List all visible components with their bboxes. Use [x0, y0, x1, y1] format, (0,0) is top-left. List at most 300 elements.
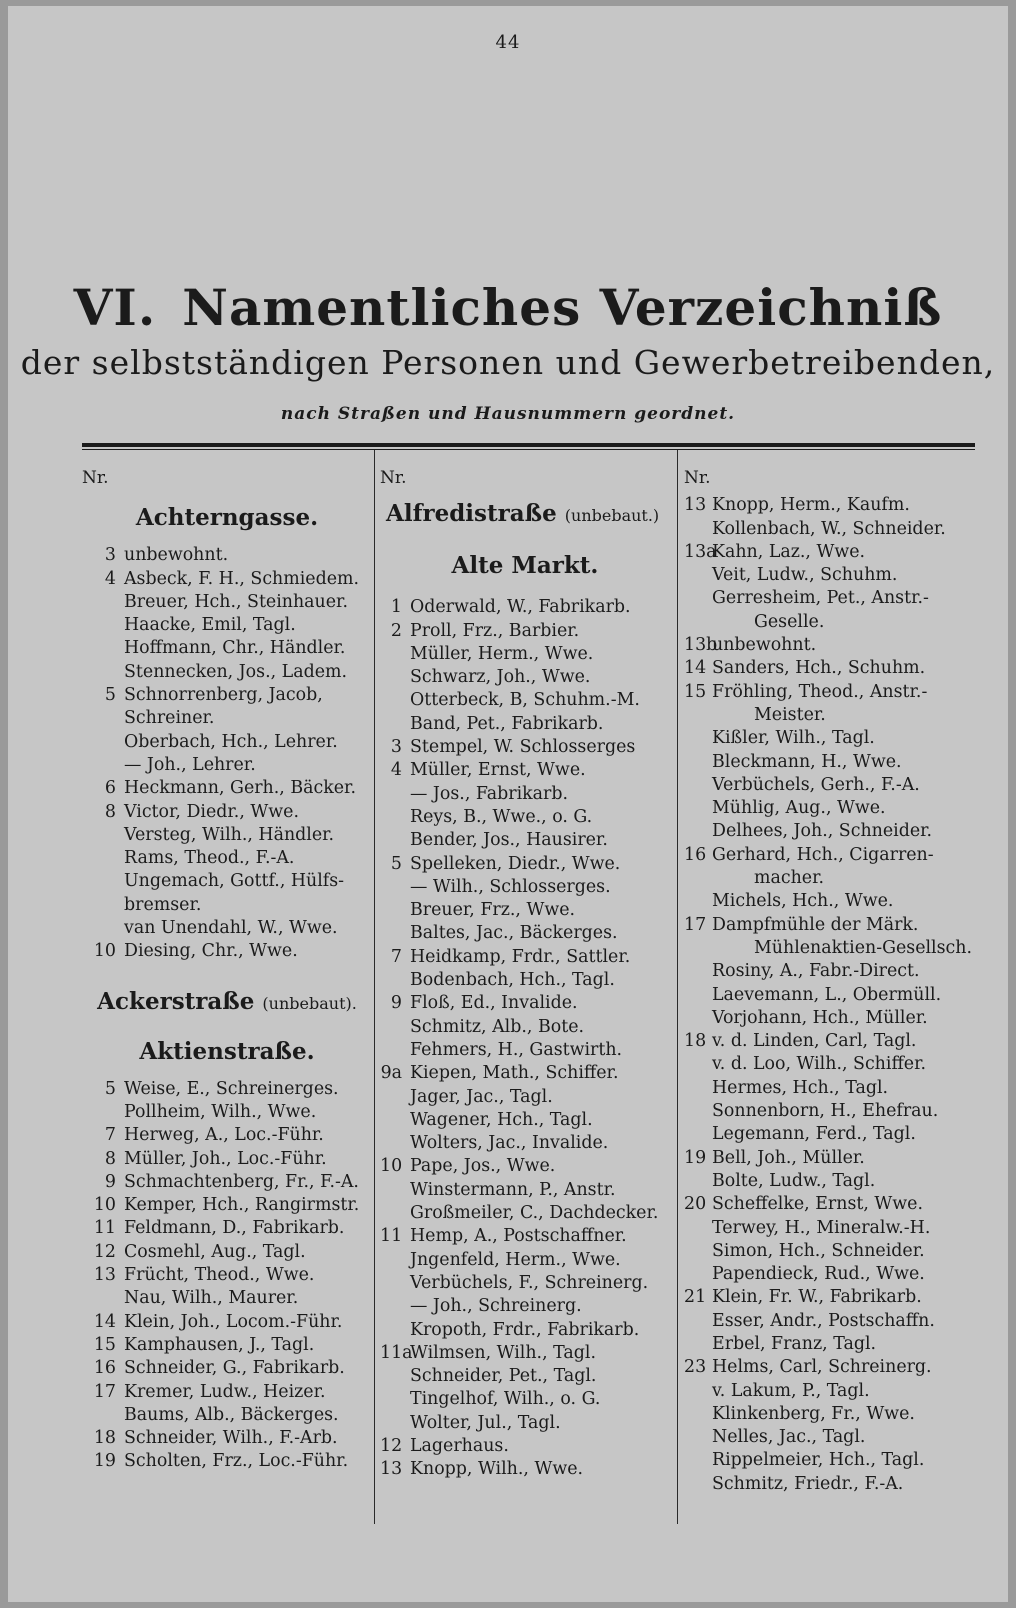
entry-text: Müller, Joh., Loc.-Führ. [124, 1148, 327, 1169]
house-number: 12 [93, 1241, 116, 1262]
entry-text: Schneider, G., Fabrikarb. [124, 1358, 345, 1379]
directory-entry [684, 727, 976, 750]
entry-text: Proll, Frz., Barbier. [410, 620, 580, 641]
directory-entry [82, 1287, 372, 1310]
directory-entry [380, 1202, 670, 1225]
house-number: 10 [380, 1156, 403, 1177]
house-number: 12 [380, 1435, 403, 1456]
directory-entry [380, 1295, 670, 1318]
entry-text: Otterbeck, B, Schuhm.-M. [410, 690, 640, 711]
directory-entry [684, 774, 976, 797]
house-number: 19 [93, 1451, 116, 1472]
directory-entry [380, 1155, 670, 1178]
entry-text: Oderwald, W., Fabrikarb. [410, 597, 631, 618]
directory-entry [380, 1132, 670, 1155]
street-heading-achterngasse: Achterngasse. [135, 504, 319, 532]
section-title-text: Namentliches Verzeichniß [182, 278, 943, 337]
entry-text: Großmeiler, C., Dachdecker. [410, 1203, 659, 1224]
house-number: 10 [93, 941, 116, 962]
entry-text: Terwey, H., Mineralw.-H. [712, 1217, 931, 1238]
entry-text: Verbüchels, F., Schreinerg. [410, 1272, 649, 1293]
directory-entry [380, 1039, 670, 1062]
entry-text: Schmitz, Friedr., F.-A. [712, 1473, 904, 1494]
column-1 [82, 467, 372, 1519]
street-list-alte-markt-cont [684, 494, 976, 1496]
directory-entry [684, 1263, 976, 1286]
directory-entry [380, 783, 670, 806]
entry-text: Knopp, Wilh., Wwe. [410, 1459, 584, 1480]
entry-text: Breuer, Frz., Wwe. [410, 900, 576, 921]
directory-entry [380, 806, 670, 829]
directory-entry [684, 1100, 976, 1123]
directory-entry [82, 591, 372, 614]
entry-text: Nelles, Jac., Tagl. [712, 1427, 866, 1448]
entry-text: unbewohnt. [124, 545, 229, 566]
entry-text: Schwarz, Joh., Wwe. [410, 667, 591, 688]
house-number: 7 [104, 1125, 116, 1146]
entry-text: Pape, Jos., Wwe. [410, 1156, 556, 1177]
directory-entry [82, 1148, 372, 1171]
directory-entry [684, 1053, 976, 1076]
directory-entry [684, 634, 976, 657]
street-note: (unbebaut). [262, 993, 357, 1013]
entry-text: Cosmehl, Aug., Tagl. [124, 1241, 306, 1262]
house-number: 4 [390, 760, 402, 781]
house-number: 15 [93, 1334, 116, 1355]
directory-entry [82, 568, 372, 591]
house-number: 19 [684, 1147, 707, 1168]
directory-entry [684, 541, 976, 564]
entry-text: Verbüchels, Gerh., F.-A. [712, 774, 920, 795]
entry-text: Klein, Joh., Locom.-Führ. [124, 1311, 343, 1332]
directory-entry [82, 940, 372, 963]
directory-entry [380, 759, 670, 782]
directory-entry [82, 1427, 372, 1450]
column-divider [677, 450, 678, 1524]
directory-entry [380, 1086, 670, 1109]
entry-text: Heidkamp, Frdr., Sattler. [410, 946, 631, 967]
directory-entry [82, 1241, 372, 1264]
house-number: 9a [380, 1063, 402, 1084]
directory-entry [684, 844, 976, 867]
directory-entry [380, 899, 670, 922]
directory-entry [684, 1286, 976, 1309]
directory-entry [380, 1109, 670, 1132]
directory-entry [380, 1225, 670, 1248]
entry-text: Legemann, Ferd., Tagl. [712, 1124, 916, 1145]
directory-entry [684, 704, 976, 727]
directory-entry [82, 1171, 372, 1194]
entry-text: Asbeck, F. H., Schmiedem. [124, 568, 360, 589]
house-number: 2 [390, 620, 402, 641]
entry-text: Diesing, Chr., Wwe. [124, 941, 298, 962]
directory-entry [380, 1435, 670, 1458]
directory-entry [82, 614, 372, 637]
entry-text: Gerhard, Hch., Cigarren- [712, 844, 934, 865]
entry-text: Oberbach, Hch., Lehrer. [124, 731, 338, 752]
entry-text: Weise, E., Schreinerges. [124, 1078, 339, 1099]
entry-text: — Joh., Lehrer. [124, 754, 256, 775]
directory-entry [684, 1403, 976, 1426]
entry-text: Fröhling, Theod., Anstr.- [712, 681, 928, 702]
directory-entry [684, 1240, 976, 1263]
entry-text: Stempel, W. Schlosserges [410, 737, 636, 758]
house-number: 17 [684, 914, 707, 935]
directory-entry [380, 946, 670, 969]
entry-text: Kißler, Wilh., Tagl. [712, 728, 875, 749]
house-number: 3 [390, 737, 402, 758]
street-name: Alfredistraße [386, 500, 557, 528]
entry-text: Sonnenborn, H., Ehefrau. [712, 1101, 939, 1122]
entry-text: Victor, Diedr., Wwe. [124, 801, 299, 822]
column-2 [380, 467, 670, 1519]
entry-text: Winstermann, P., Anstr. [410, 1179, 616, 1200]
directory-entry [380, 666, 670, 689]
entry-text: Hermes, Hch., Tagl. [712, 1077, 889, 1098]
house-number: 18 [93, 1428, 116, 1449]
entry-text: Wolters, Jac., Invalide. [410, 1133, 609, 1154]
house-number: 6 [104, 778, 116, 799]
page-number: 44 [495, 32, 521, 53]
entry-text: Nau, Wilh., Maurer. [124, 1288, 299, 1309]
directory-entry [380, 713, 670, 736]
entry-text: Heckmann, Gerh., Bäcker. [124, 778, 356, 799]
entry-text: Versteg, Wilh., Händler. [124, 824, 335, 845]
column-divider [374, 450, 375, 1524]
directory-entry [380, 1412, 670, 1435]
entry-text: Pollheim, Wilh., Wwe. [124, 1101, 317, 1122]
entry-text: Jngenfeld, Herm., Wwe. [410, 1249, 621, 1270]
house-number: 15 [684, 681, 707, 702]
directory-entry [380, 736, 670, 759]
entry-text: Rippelmeier, Hch., Tagl. [712, 1450, 925, 1471]
street-heading-aktienstrasse: Aktienstraße. [139, 1037, 315, 1065]
directory-entry [380, 1249, 670, 1272]
entry-text: Mühlig, Aug., Wwe. [712, 798, 886, 819]
entry-text: Müller, Ernst, Wwe. [410, 760, 586, 781]
directory-entry [82, 1264, 372, 1287]
entry-text: Reys, B., Wwe., o. G. [410, 806, 593, 827]
entry-text: Bolte, Ludw., Tagl. [712, 1170, 876, 1191]
house-number: 8 [104, 801, 116, 822]
entry-text: Schneider, Wilh., F.-Arb. [124, 1428, 338, 1449]
directory-entry [380, 620, 670, 643]
directory-entry [684, 1193, 976, 1216]
house-number: 11a [380, 1342, 413, 1363]
entry-text: bremser. [124, 894, 202, 915]
house-number: 1 [390, 597, 402, 618]
entry-text: Jager, Jac., Tagl. [410, 1086, 553, 1107]
directory-entry [380, 1272, 670, 1295]
directory-entry [684, 1077, 976, 1100]
entry-text: Herweg, A., Loc.-Führ. [124, 1125, 324, 1146]
entry-text: Schreiner. [124, 708, 215, 729]
directory-entry [684, 1380, 976, 1403]
nr-label: Nr. [684, 468, 711, 488]
directory-entry [380, 1016, 670, 1039]
entry-text: v. Lakum, P., Tagl. [712, 1380, 870, 1401]
directory-entry [380, 1342, 670, 1365]
directory-entry [380, 969, 670, 992]
entry-text: Michels, Hch., Wwe. [712, 891, 894, 912]
entry-text: Rosiny, A., Fabr.-Direct. [712, 961, 920, 982]
directory-entry [684, 657, 976, 680]
directory-entry [380, 1319, 670, 1342]
directory-entry [82, 777, 372, 800]
entry-text: macher. [754, 868, 825, 889]
directory-entry [82, 1217, 372, 1240]
directory-entry [82, 824, 372, 847]
directory-entry [82, 1101, 372, 1124]
entry-text: Delhees, Joh., Schneider. [712, 821, 933, 842]
directory-entry [380, 1179, 670, 1202]
entry-text: Kamphausen, J., Tagl. [124, 1334, 315, 1355]
house-number: 13 [684, 495, 707, 516]
directory-entry [684, 1426, 976, 1449]
house-number: 10 [93, 1195, 116, 1216]
directory-entry [82, 870, 372, 893]
directory-entry [684, 1356, 976, 1379]
directory-entry [82, 637, 372, 660]
column-3 [684, 467, 976, 1519]
house-number: 18 [684, 1031, 707, 1052]
directory-entry [684, 914, 976, 937]
header-rule [82, 443, 975, 450]
house-number: 5 [104, 685, 116, 706]
entry-text: Band, Pet., Fabrikarb. [410, 713, 604, 734]
directory-entry [82, 1450, 372, 1473]
entry-text: Wilmsen, Wilh., Tagl. [410, 1342, 596, 1363]
entry-text: Ungemach, Gottf., Hülfs- [124, 871, 345, 892]
house-number: 8 [104, 1148, 116, 1169]
directory-entry [684, 820, 976, 843]
house-number: 13b [684, 635, 718, 656]
entry-text: Lagerhaus. [410, 1435, 509, 1456]
entry-text: Schnorrenberg, Jacob, [124, 685, 323, 706]
entry-text: Scheffelke, Ernst, Wwe. [712, 1194, 923, 1215]
house-number: 16 [684, 844, 707, 865]
house-number: 9 [390, 993, 402, 1014]
house-number: 9 [104, 1171, 116, 1192]
entry-text: Dampfmühle der Märk. [712, 914, 919, 935]
entry-text: Bell, Joh., Müller. [712, 1147, 865, 1168]
entry-text: Klein, Fr. W., Fabrikarb. [712, 1287, 922, 1308]
directory-entry [684, 1170, 976, 1193]
house-number: 17 [93, 1381, 116, 1402]
street-note: (unbebaut.) [564, 506, 660, 526]
entry-text: Fehmers, H., Gastwirth. [410, 1039, 623, 1060]
street-name: Ackerstraße [97, 987, 255, 1015]
directory-entry [82, 1194, 372, 1217]
house-number: 16 [93, 1358, 116, 1379]
entry-text: Kiepen, Math., Schiffer. [410, 1063, 619, 1084]
nr-label: Nr. [380, 468, 407, 488]
entry-text: Erbel, Franz, Tagl. [712, 1333, 877, 1354]
nr-label: Nr. [82, 468, 109, 488]
directory-entry [684, 937, 976, 960]
house-number: 13 [380, 1459, 403, 1480]
directory-entry [82, 847, 372, 870]
directory-entry [684, 611, 976, 634]
entry-text: Kemper, Hch., Rangirmstr. [124, 1195, 360, 1216]
entry-text: Baltes, Jac., Bäckerges. [410, 923, 618, 944]
directory-entry [684, 1217, 976, 1240]
directory-entry [82, 544, 372, 567]
entry-text: Hoffmann, Chr., Händler. [124, 638, 346, 659]
entry-text: Bender, Jos., Hausirer. [410, 830, 608, 851]
directory-entry [82, 1381, 372, 1404]
directory-entry [82, 1404, 372, 1427]
entry-text: Veit, Ludw., Schuhm. [712, 565, 898, 586]
directory-entry [82, 801, 372, 824]
directory-entry [82, 661, 372, 684]
street-list-alte-markt [380, 596, 670, 1481]
directory-entry [684, 1333, 976, 1356]
directory-entry [684, 1030, 976, 1053]
house-number: 5 [390, 853, 402, 874]
entry-text: Baums, Alb., Bäckerges. [124, 1404, 339, 1425]
entry-text: — Jos., Fabrikarb. [410, 783, 569, 804]
directory-entry [380, 596, 670, 619]
directory-entry [380, 689, 670, 712]
directory-entry [380, 992, 670, 1015]
entry-text: Kremer, Ludw., Heizer. [124, 1381, 326, 1402]
house-number: 11 [380, 1226, 403, 1247]
directory-entry [684, 1310, 976, 1333]
directory-entry [380, 1388, 670, 1411]
directory-entry [380, 1365, 670, 1388]
entry-text: v. d. Loo, Wilh., Schiffer. [712, 1054, 927, 1075]
directory-entry [684, 797, 976, 820]
entry-text: Gerresheim, Pet., Anstr.- [712, 588, 929, 609]
entry-text: Breuer, Hch., Steinhauer. [124, 591, 348, 612]
street-list-aktienstrasse [82, 1078, 372, 1474]
house-number: 21 [684, 1287, 707, 1308]
entry-text: Bleckmann, H., Wwe. [712, 751, 902, 772]
directory-entry [380, 922, 670, 945]
entry-text: Wagener, Hch., Tagl. [410, 1109, 593, 1130]
section-numeral: VI. [73, 278, 157, 337]
entry-text: Rams, Theod., F.-A. [124, 848, 295, 869]
directory-entry [82, 1311, 372, 1334]
entry-text: Knopp, Herm., Kaufm. [712, 495, 910, 516]
entry-text: unbewohnt. [712, 635, 817, 656]
entry-text: Kahn, Laz., Wwe. [712, 541, 866, 562]
entry-text: Simon, Hch., Schneider. [712, 1240, 925, 1261]
street-list-achterngasse [82, 544, 372, 963]
directory-entry [684, 984, 976, 1007]
entry-text: v. d. Linden, Carl, Tagl. [712, 1031, 917, 1052]
directory-entry [684, 1449, 976, 1472]
entry-text: van Unendahl, W., Wwe. [124, 918, 338, 939]
entry-text: Sanders, Hch., Schuhm. [712, 658, 926, 679]
directory-entry [684, 1147, 976, 1170]
entry-text: Geselle. [754, 611, 825, 632]
directory-entry [82, 684, 372, 707]
directory-entry [684, 681, 976, 704]
document-page [8, 6, 1008, 1602]
entry-text: Schneider, Pet., Tagl. [410, 1366, 597, 1387]
entry-text: Frücht, Theod., Wwe. [124, 1265, 315, 1286]
directory-entry [380, 853, 670, 876]
entry-text: Tingelhof, Wilh., o. G. [410, 1389, 601, 1410]
section-subtitle: der selbstständigen Personen und Gewerbetreibenden, [20, 343, 996, 382]
house-number: 14 [93, 1311, 116, 1332]
directory-entry [684, 751, 976, 774]
directory-entry [82, 754, 372, 777]
directory-entry [684, 494, 976, 517]
entry-text: Feldmann, D., Fabrikarb. [124, 1218, 345, 1239]
house-number: 20 [684, 1194, 707, 1215]
house-number: 14 [684, 658, 707, 679]
entry-text: Laevemann, L., Obermüll. [712, 984, 942, 1005]
directory-entry [684, 1007, 976, 1030]
section-subsubtitle: nach Straßen und Hausnummern geordnet. [280, 404, 736, 424]
entry-text: Kropoth, Frdr., Fabrikarb. [410, 1319, 640, 1340]
entry-text: Bodenbach, Hch., Tagl. [410, 970, 615, 991]
entry-text: Schmachtenberg, Fr., F.-A. [124, 1171, 359, 1192]
street-heading-alfredistrasse [380, 500, 670, 530]
entry-text: Wolter, Jul., Tagl. [410, 1412, 561, 1433]
directory-entry [380, 876, 670, 899]
directory-entry [684, 960, 976, 983]
street-heading-ackerstrasse [82, 988, 372, 1018]
directory-entry [82, 1124, 372, 1147]
house-number: 13a [684, 541, 717, 562]
entry-text: Hemp, A., Postschaffner. [410, 1226, 627, 1247]
directory-entry [684, 867, 976, 890]
entry-text: — Wilh., Schlosserges. [410, 876, 611, 897]
entry-text: Klinkenberg, Fr., Wwe. [712, 1403, 915, 1424]
directory-entry [82, 1357, 372, 1380]
directory-entry [684, 1123, 976, 1146]
directory-entry [380, 643, 670, 666]
entry-text: Meister. [754, 704, 826, 725]
directory-entry [380, 1062, 670, 1085]
entry-text: Papendieck, Rud., Wwe. [712, 1264, 925, 1285]
section-title [8, 278, 1008, 337]
house-number: 13 [93, 1265, 116, 1286]
directory-entry [684, 564, 976, 587]
directory-entry [684, 587, 976, 610]
directory-entry [82, 917, 372, 940]
entry-text: Kollenbach, W., Schneider. [712, 518, 946, 539]
entry-text: Stennecken, Jos., Ladem. [124, 661, 348, 682]
directory-entry [82, 1334, 372, 1357]
entry-text: Esser, Andr., Postschaffn. [712, 1310, 935, 1331]
house-number: 3 [104, 545, 116, 566]
entry-text: Schmitz, Alb., Bote. [410, 1016, 585, 1037]
house-number: 7 [390, 946, 402, 967]
entry-text: Haacke, Emil, Tagl. [124, 615, 296, 636]
directory-entry [380, 829, 670, 852]
entry-text: Spelleken, Diedr., Wwe. [410, 853, 621, 874]
entry-text: Floß, Ed., Invalide. [410, 993, 578, 1014]
entry-text: Scholten, Frz., Loc.-Führ. [124, 1451, 349, 1472]
directory-entry [684, 518, 976, 541]
directory-entry [380, 1458, 670, 1481]
entry-text: Helms, Carl, Schreinerg. [712, 1357, 932, 1378]
directory-entry [684, 1473, 976, 1496]
directory-entry [684, 890, 976, 913]
entry-text: Müller, Herm., Wwe. [410, 643, 594, 664]
directory-entry [82, 1078, 372, 1101]
directory-entry [82, 731, 372, 754]
entry-text: Mühlenaktien-Gesellsch. [754, 937, 973, 958]
directory-entry [82, 707, 372, 730]
entry-text: Vorjohann, Hch., Müller. [712, 1007, 928, 1028]
entry-text: — Joh., Schreinerg. [410, 1296, 582, 1317]
